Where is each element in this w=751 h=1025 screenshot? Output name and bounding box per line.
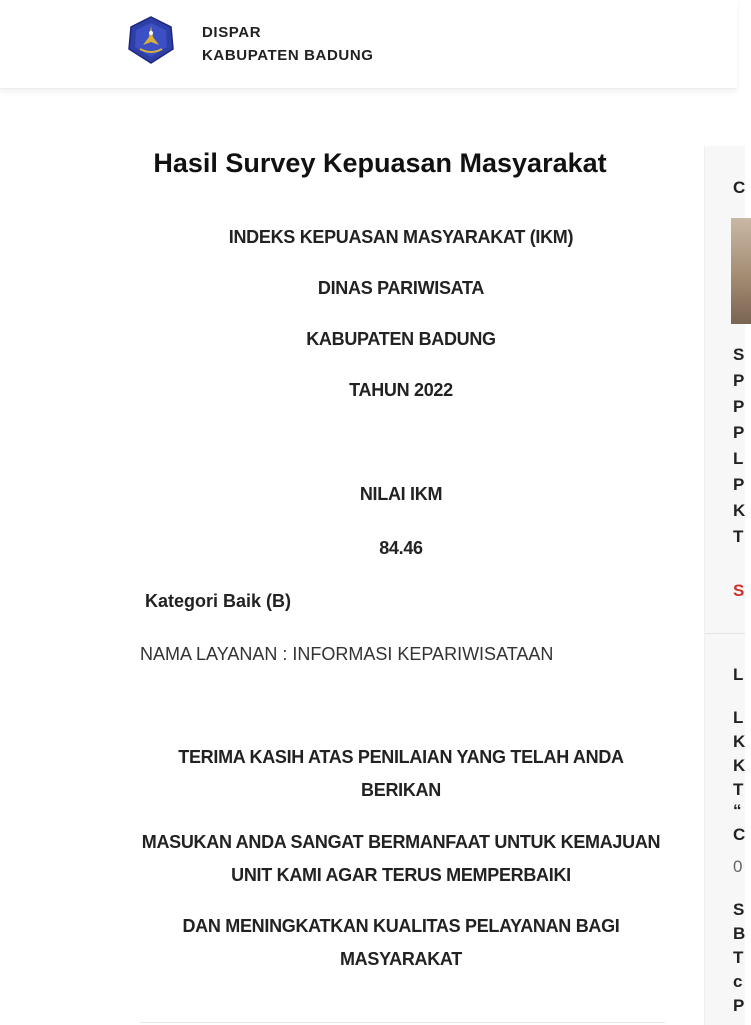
region-heading: KABUPATEN BADUNG (306, 329, 496, 349)
thanks-line-2: BERIKAN (361, 780, 441, 800)
badung-crest-icon[interactable] (126, 15, 176, 65)
agency-heading: DINAS PARIWISATA (317, 278, 485, 298)
feedback-line-1: MASUKAN ANDA SANGAT BERMANFAAT UNTUK KEMAJUAN (141, 832, 661, 852)
sidebar-section-heading-2: L (733, 665, 744, 684)
site-brand[interactable] (202, 21, 374, 67)
site-header (0, 0, 737, 89)
sidebar-divider (705, 633, 745, 634)
list-item-fragment[interactable]: C (733, 825, 746, 844)
quality-line-1: DAN MENINGKATKAN KUALITAS PELAYANAN BAGI (182, 916, 620, 936)
service-name: NAMA LAYANAN : INFORMASI KEPARIWISATAAN (140, 644, 554, 664)
thanks-line-1: TERIMA KASIH ATAS PENILAIAN YANG TELAH ANDA (178, 747, 624, 767)
list-item-fragment[interactable]: T (733, 780, 744, 799)
feedback-line-2: UNIT KAMI AGAR TERUS MEMPERBAIKI (231, 865, 571, 885)
article-read-more-link[interactable]: S (733, 581, 745, 600)
year-heading: TAHUN 2022 (349, 380, 453, 400)
list-item-fragment[interactable]: L (733, 708, 744, 727)
article-title-fragment[interactable]: K (733, 501, 746, 520)
survey-result-content (120, 88, 680, 1025)
quality-line-2: MASYARAKAT (339, 949, 462, 969)
list-item-fragment[interactable]: K (733, 756, 746, 775)
list-item-fragment[interactable]: S (733, 900, 745, 919)
article-thumbnail[interactable] (731, 218, 751, 324)
article-title-fragment[interactable]: P (733, 371, 745, 390)
brand-line-1: DISPAR (202, 24, 262, 41)
sidebar-section-heading: C (733, 178, 746, 197)
score-label: NILAI IKM (359, 484, 443, 504)
sidebar (704, 146, 745, 1025)
article-title-fragment[interactable]: T (733, 527, 744, 546)
list-item-fragment[interactable]: B (733, 924, 746, 943)
list-item-fragment[interactable]: T (733, 948, 744, 967)
list-item-date: 0 (733, 857, 743, 876)
article-title-fragment[interactable]: P (733, 397, 745, 416)
article-title-fragment[interactable]: P (733, 475, 745, 494)
list-item-fragment[interactable]: K (733, 732, 746, 751)
page-title: Hasil Survey Kepuasan Masyarakat (153, 148, 607, 178)
brand-line-2: KABUPATEN BADUNG (202, 47, 374, 64)
category-label: Kategori Baik (B) (145, 591, 292, 611)
list-item-fragment[interactable]: “ (733, 801, 742, 820)
article-title-fragment[interactable]: P (733, 423, 745, 442)
article-title-fragment[interactable]: L (733, 449, 744, 468)
list-item-fragment[interactable]: P (733, 996, 745, 1015)
list-item-fragment[interactable]: c (733, 972, 743, 991)
article-title-fragment[interactable]: S (733, 345, 745, 364)
ikm-heading: INDEKS KEPUASAN MASYARAKAT (IKM) (228, 227, 574, 247)
content-divider (140, 1022, 665, 1023)
score-value: 84.46 (379, 538, 423, 558)
